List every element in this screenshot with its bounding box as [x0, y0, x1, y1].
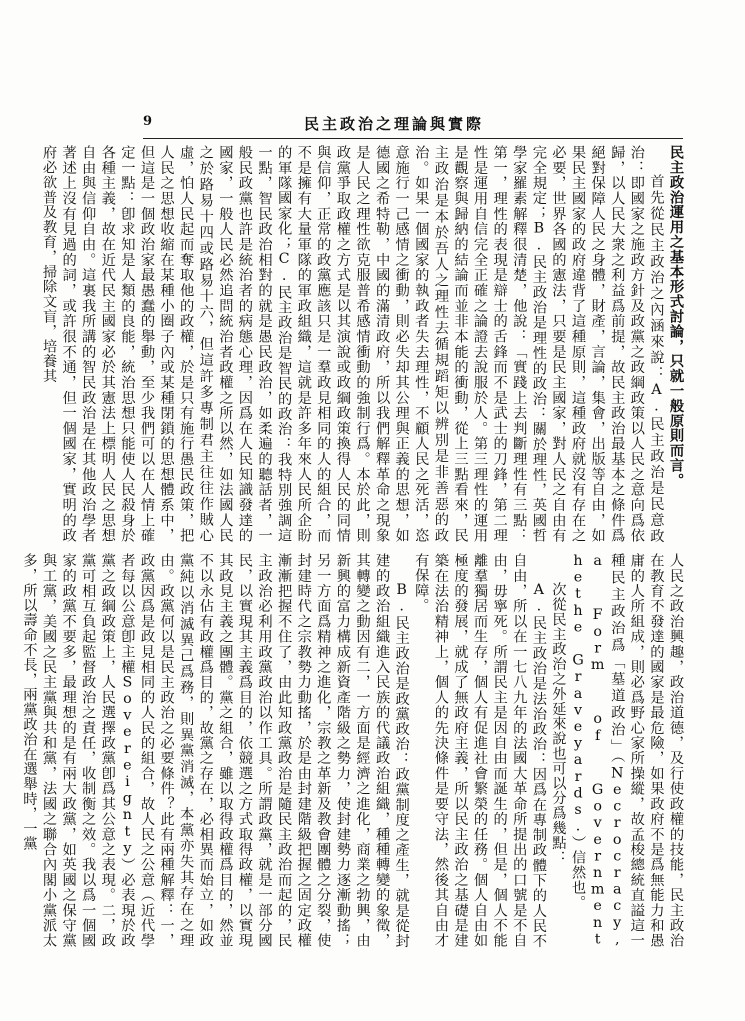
paragraph: 次從民主政治之外延來說也可以分爲幾點：: [550, 581, 567, 865]
header-rule: [143, 138, 683, 139]
page-header: [60, 114, 690, 136]
upper-text-block: [41, 145, 685, 543]
running-title: 民主政治之理論與實際: [304, 115, 485, 133]
paragraph: 首先從民主政治之內涵來說：A.民主政治是民意政治：即國家之施政方針及政黨之政綱政策以人民之意向爲依歸，以人民大衆之利益爲前提，故民主政治最基本之條件爲絕對保障人民之身體，財產，言論，集會，出版等自由，如果民主國家的政府違背了這種原則，這種政府就沒有存在之必要，世界各國的憲法，只要是民主國家，對人民之自由有完全規定；B.民主政治是理性的政治：關於理性，英國哲學家羅素解釋很清楚，他說：「實踐上去判斷理性有三點：第一，理性的表現是辯士的舌鋒而不是武士的刀鋒，第二理性是運用自信完全正確之論證去說服於人。第三理性的運用是觀察與歸納的結論而並非本能的衝動，從上三點看來，民主政治是本於吾人之理性去循規蹈矩以辨別是非善惡的政治。如果一個國家的執政者失去理性，不顧人民之死活，恣意施行一己感情之衝動，則必失却其公理與正義的思想，如德國之希特勒，中國的滿清政府，所以我們解釋革命之現象是人民之理性欲克服普希感情衝動的強制行爲。本於此，則政黨爭取政權之方式是以其演說或政綱政策換得人民的同情與信仰，正常的政黨應該只是一羣政見相同的人的組合，而不是擁有大量軍隊的軍政組織，這就是許多年來人民所企盼的軍隊國家化；C.民主政治是智民的政治：我特別強調這一點，智民政治相對的就是愚民政治，如柔遍的聽話者，一般民政黨也許是統治者的病態心理，因爲在人民知識發達的國家，一般人民必然追問統治者政權之所以然，如法國人民之於路易十四或路易十六，但這許多專制君主往往作賊心虛，怕人民起而奪取他的政權，於是只有施行愚民政策，把人民之思想收縮在某種小圈子內或某種閉鎖的思想體系中，但這是一個政治家最愚蠢的舉動，至少我們可以在人情上確定一點：卽求知是人類的良能，統治思想只能使人民殺身於各種主義，故在近代民主國家必於其憲法上標明人民之思想自由與信仰自由。這裏我所講的智民政治是在其他政治學者著述上沒有見過的詞，或許很不通，但一個國家，實明的政府必欲普及教育，掃除文盲，培養其: [41, 145, 665, 543]
page-number: 9: [143, 114, 153, 129]
section-heading: 民主政治運用之基本形式討論，只就一般原則而言。: [668, 145, 684, 488]
paragraph: 人民之政治興趣，政治道德，及行使政權的技能，民主政治在教育不發達的國家是最危險，如果政府不是爲無能力和愚庸的人所組成，則必爲野心家所操縱，故孟梭總統直謚這一種民主政治爲「墓道政治」（Necrocracy, a Form of Government hethe Graveyards.）信然也。: [570, 553, 684, 948]
lower-text-block: [21, 553, 685, 948]
paragraph: B.民主政治是政黨政治：政黨制度之產生，就是從封建的政治組織進入民族的代議政治組織，種種轉變的象徵，其轉變之動因有二，一方面是經濟之進化，商業之勃興，由新興的富力構成新資產階級之勢力，使封建勢力逐漸動搖；另一方面爲精神之進化，宗教之革新及教會團體之分裂，使封建時代之宗教勢力動搖，於是由封建階級把握之固定政權漸漸把握不住了，由此知政黨政治是隨民主政治而起的，民主政治必利用政黨政治以作工具。所謂政黨，就是一部分國民，以實現其主義爲目的，依競選之方式取得政權，以實現其政見主義之團體。黨之組合，雖以取得政權爲目的，然並不以永佔有政權爲目的，故黨之存在，必相異而始立，如政黨純以消滅異己爲務，則異黨消滅，本黨亦失其存在之理由。政黨何以是民主政治之必要條件？此有兩種解釋：一，政黨因爲是政見相同的人民的組合，故人民之公意（近代學者每以公意卽主權Sovereignty）必表現於政黨之政綱政策上，人民選擇政黨卽爲其公意之表現。二，政黨可相互負起監督政治之責任，收制衡之效。我以爲一個國家的政黨不要多，最理想的是有兩大政黨，如英國之保守黨與工黨，美國之民主黨與共和黨，法國之聯合內閣小黨派太多，所以壽命不長，兩黨政治在選舉時，一黨: [21, 553, 410, 948]
paragraph: A.民主政治是法治政治：因爲在專制政體下的人民不自由，所以在一七八九年的法國大革命所提出的口號是不自由，毋寧死。所謂民主是因自由而誕生的，但是，個人不能離羣獨居而生存，個人有促進社會繁榮的任務。個人自由如極度的發展，就成了無政府主義，所以民主政治之基礎是建築在法治精神上，個人的先決條件是要守法，然後其自由才有保障。: [413, 553, 547, 948]
